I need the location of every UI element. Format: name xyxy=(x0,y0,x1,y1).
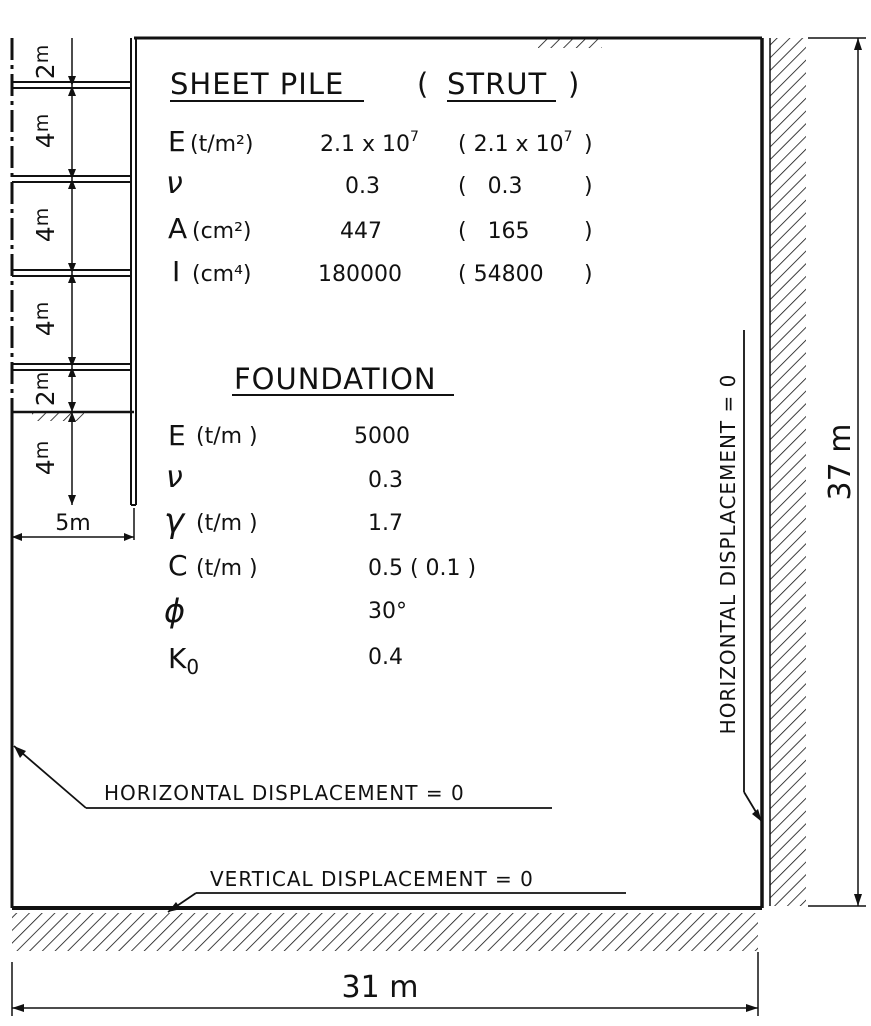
pile-value-i: 180000 xyxy=(318,262,402,287)
strut-end-nu: ) xyxy=(584,174,593,199)
sheet-pile-wall xyxy=(131,38,136,505)
foundation-label-k: $K_0$ xyxy=(168,642,200,679)
pile-label-nu: ν xyxy=(166,166,183,201)
pile-value-a: 447 xyxy=(340,219,382,244)
excavation-hatch-mark xyxy=(32,412,84,421)
foundation-value-c: 0.5 ( 0.1 ) xyxy=(368,556,477,581)
pile-value-e: 2.1 x $10^7$ xyxy=(320,129,419,157)
pile-label-e: E xyxy=(168,125,186,158)
foundation-label-gamma: γ xyxy=(164,501,185,541)
foundation-label-phi: ϕ xyxy=(164,592,186,630)
spacing-4: 4$^m$ xyxy=(31,301,60,337)
foundation-unit-e: (t/m ) xyxy=(196,424,258,449)
foundation-label-c: C xyxy=(168,549,188,582)
foundation-unit-c: (t/m ) xyxy=(196,556,258,581)
strut-value-i: ( 54800 xyxy=(458,262,544,287)
right-boundary-label: HORIZONTAL DISPLACEMENT = 0 xyxy=(716,373,740,735)
sheet-pile-title: SHEET PILE xyxy=(170,67,345,101)
foundation-title: FOUNDATION xyxy=(234,362,437,396)
pile-label-i: I xyxy=(172,255,181,288)
strut-value-nu: ( 0.3 xyxy=(458,174,523,199)
strut-title: STRUT xyxy=(447,67,548,101)
strut-value-e: ( 2.1 x $10^7$ xyxy=(458,129,573,157)
foundation-value-gamma: 1.7 xyxy=(368,511,403,536)
foundation-unit-gamma: (t/m ) xyxy=(196,511,258,536)
spacing-3: 4$^m$ xyxy=(31,207,60,243)
pile-value-nu: 0.3 xyxy=(345,174,380,199)
foundation-value-k: 0.4 xyxy=(368,645,403,670)
strut-end-a: ) xyxy=(584,219,593,244)
pile-unit-a: (cm²) xyxy=(192,219,252,244)
pile-unit-e: (t/m²) xyxy=(190,132,254,157)
foundation-label-nu: ν xyxy=(166,460,183,495)
strut-close-paren: ) xyxy=(568,67,581,101)
strut-end-e: ) xyxy=(584,132,593,157)
pile-unit-i: (cm⁴) xyxy=(192,262,252,287)
spacing-6: 4$^m$ xyxy=(31,440,60,476)
foundation-label-e: E xyxy=(168,419,186,452)
strut-end-i: ) xyxy=(584,262,593,287)
strut-open-paren: ( xyxy=(417,67,430,101)
pile-offset-label: 5m xyxy=(55,511,91,536)
left-boundary-label: HORIZONTAL DISPLACEMENT = 0 xyxy=(104,781,465,805)
spacing-1: 2$^m$ xyxy=(31,44,60,80)
height-label: 37 m xyxy=(823,423,858,501)
strut-value-a: ( 165 xyxy=(458,219,530,244)
foundation-value-phi: 30° xyxy=(368,599,407,624)
bottom-boundary-label: VERTICAL DISPLACEMENT = 0 xyxy=(210,867,534,891)
pile-label-a: A xyxy=(168,212,188,245)
width-label: 31 m xyxy=(341,970,419,1005)
bottom-fixed-hatching xyxy=(12,913,758,951)
foundation-value-nu: 0.3 xyxy=(368,468,403,493)
sheet-pile-table xyxy=(166,67,593,288)
right-fixed-hatching xyxy=(770,38,806,906)
spacing-2: 4$^m$ xyxy=(31,113,60,149)
foundation-table xyxy=(164,362,476,679)
right-boundary-callout xyxy=(744,330,762,822)
foundation-value-e: 5000 xyxy=(354,424,410,449)
ground-hatch-mark xyxy=(538,38,602,48)
spacing-5: 2$^m$ xyxy=(31,371,60,407)
spacing-dimension-line xyxy=(68,38,76,505)
